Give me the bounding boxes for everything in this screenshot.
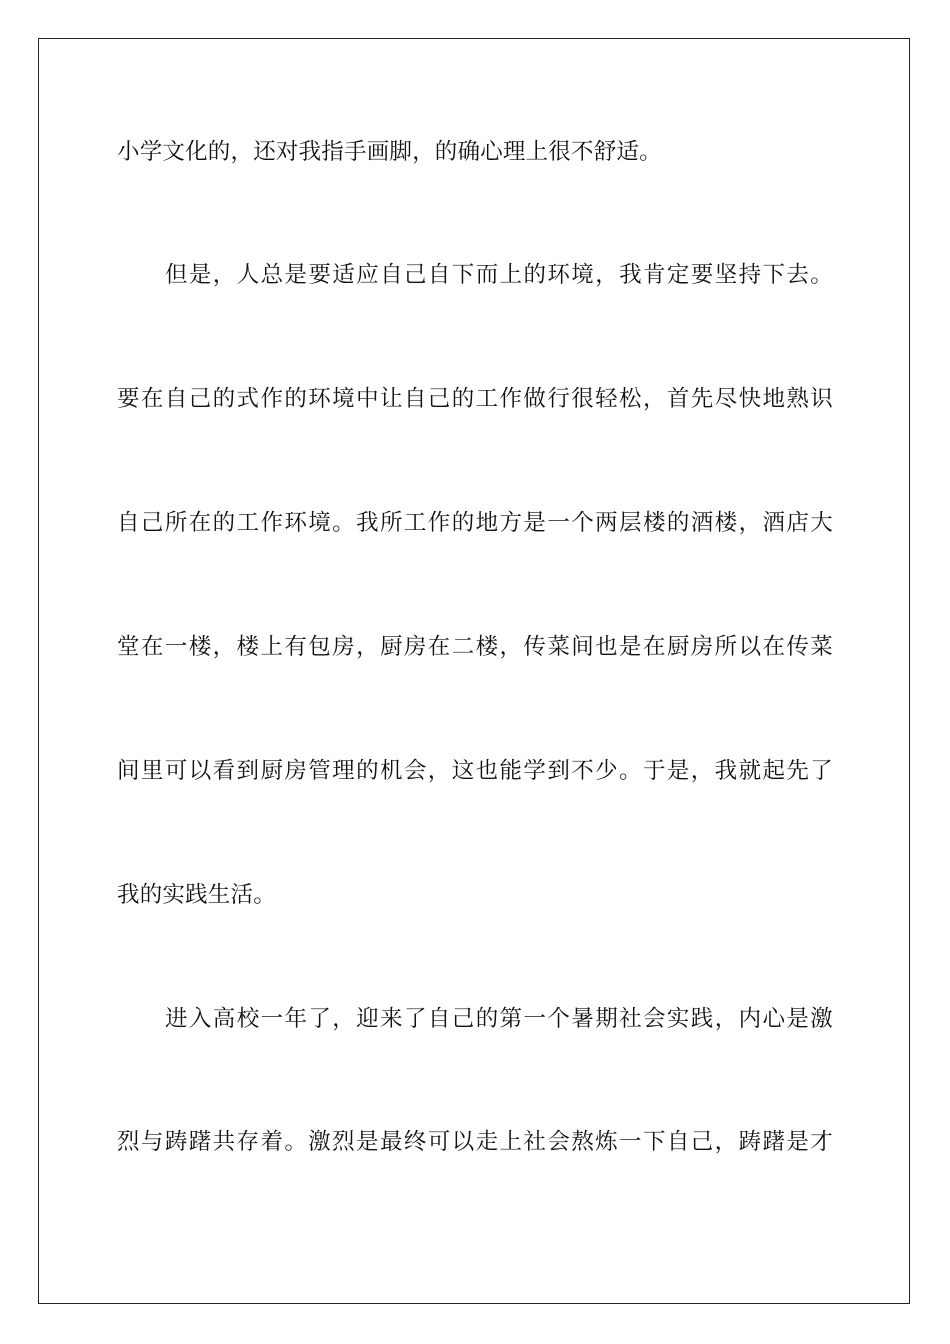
text-line: 进入高校一年了，迎来了自己的第一个暑期社会实践，内心是激 [165,1006,833,1032]
text-line: 烈与踌躇共存着。激烈是最终可以走上社会熬炼一下自己，踌躇是才 [117,1129,833,1155]
text-line: 我的实践生活。 [117,882,276,908]
text-line: 堂在一楼，楼上有包房，厨房在二楼，传菜间也是在厨房所以在传菜 [117,634,833,660]
text-line: 小学文化的，还对我指手画脚，的确心理上很不舒适。 [117,139,662,165]
text-line: 间里可以看到厨房管理的机会，这也能学到不少。于是，我就起先了 [117,758,833,784]
text-line: 要在自己的式作的环境中让自己的工作做行很轻松，首先尽快地熟识 [117,386,833,412]
text-line: 自己所在的工作环境。我所工作的地方是一个两层楼的酒楼，酒店大 [117,510,833,536]
text-line: 但是，人总是要适应自己自下而上的环境，我肯定要坚持下去。 [165,262,833,288]
page-border [38,38,910,1304]
